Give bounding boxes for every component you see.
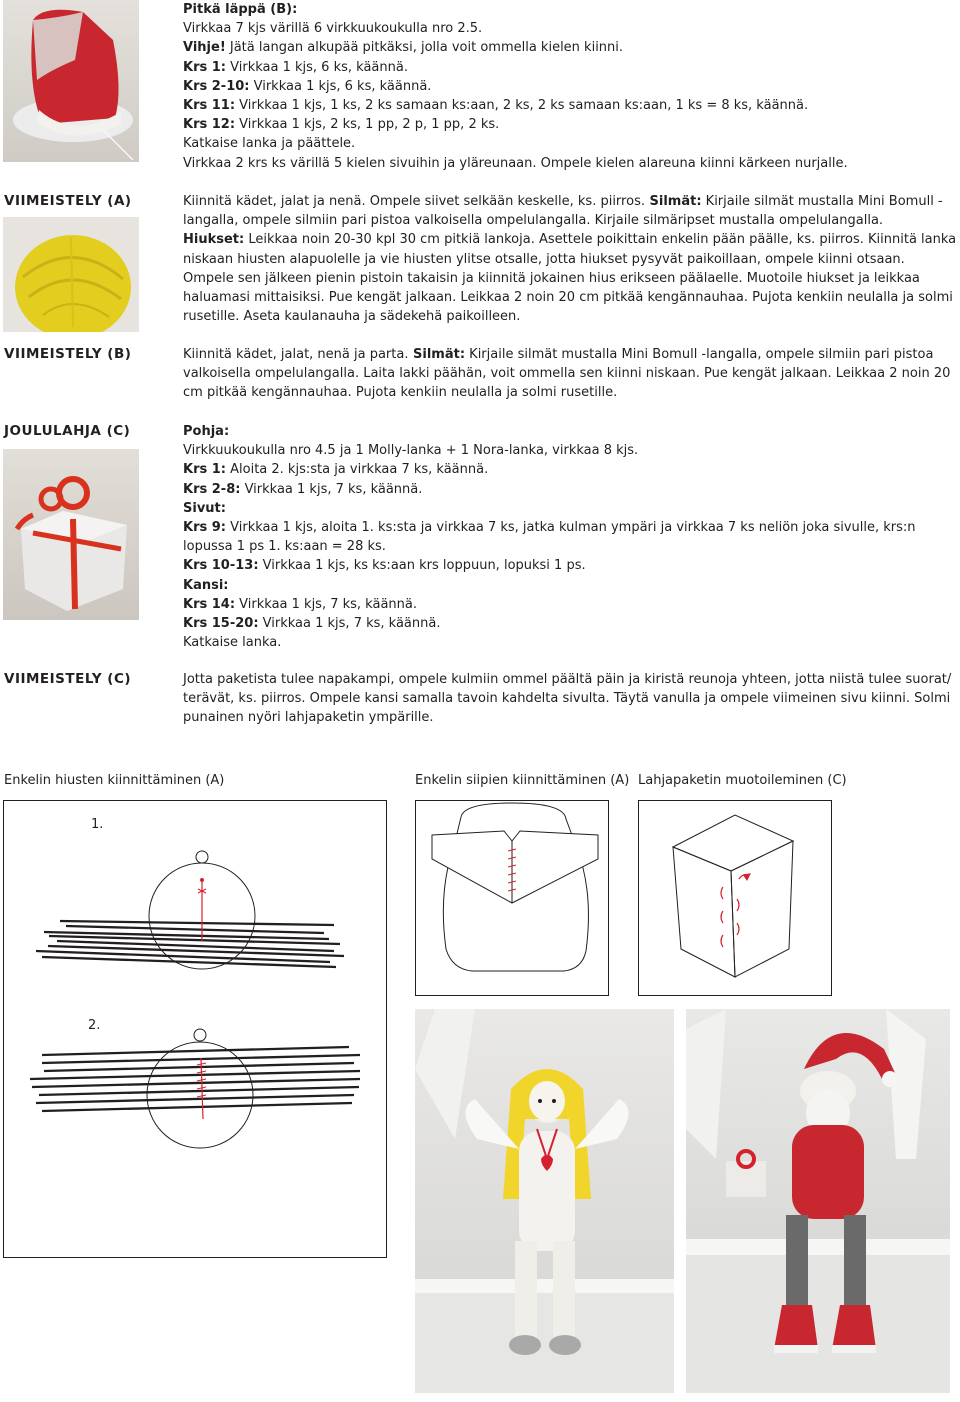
caption-box-diagram: Lahjapaketin muotoileminen (C) (638, 773, 847, 788)
instruction-line: Virkkuukoukulla nro 4.5 ja 1 Molly-lanka + 1 Nora-lanka, virkkaa 8 kjs. (183, 443, 639, 459)
instruction-line: Virkkaa 7 kjs värillä 6 virkkuukoukulla nro 2.5. (183, 21, 483, 37)
hair-diagram-frame (3, 800, 387, 1258)
wings-diagram-frame (415, 800, 609, 996)
heading-joululahja-c: JOULULAHJA (C) (4, 423, 131, 439)
instruction-line: Krs 2-8: Virkkaa 1 kjs, 7 ks, käännä. (183, 481, 423, 497)
photo-angel-hair (3, 217, 139, 332)
photo-crochet-boot (3, 0, 139, 162)
instruction-line: Krs 9: Virkkaa 1 kjs, aloita 1. ks:sta ja virkkaa 7 ks, jatka kulman ympäri ja virkkaa 7 ks neliön joka sivulle, krs:n lopussa 1 ps 1. ks:aan = 28 ks. (183, 520, 916, 555)
instruction-line: Pohja: (183, 424, 230, 439)
photo-crochet-angel (415, 1009, 674, 1393)
wings-diagram-drawing (416, 801, 608, 995)
photo-gift-box (3, 449, 139, 620)
instruction-line: Krs 11: Virkkaa 1 kjs, 1 ks, 2 ks samaan ks:aan, 2 ks, 2 ks samaan ks:aan, 1 ks = 8 ks, käännä. (183, 98, 809, 114)
paragraph-viimeistely-b: Kiinnitä kädet, jalat, nenä ja parta. Silmät: Kirjaile silmät mustalla Mini Bomull -langalla, ompele silmiin pari pistoa valkoisella ompelulangalla. Laita lakki päähän, voit ommella sen kiinni niskaan. Pue kengät jalkaan. Leikkaa 2 noin 20 cm pitkää kengännauhaa. Pujota kenkiin neulalla ja solmi rusetille. (183, 347, 951, 401)
instruction-line: Virkkaa 2 krs ks värillä 5 kielen sivuihin ja yläreunaan. Ompele kielen alareuna kiinni kärkeen nurjalle. (183, 155, 848, 171)
instruction-line: Vihje! Jätä langan alkupää pitkäksi, jolla voit ommella kielen kiinni. (183, 40, 624, 56)
instruction-line: Krs 14: Virkkaa 1 kjs, 7 ks, käännä. (183, 596, 417, 612)
heading-viimeistely-a: VIIMEISTELY (A) (4, 193, 132, 209)
instruction-line: Krs 1: Aloita 2. kjs:sta ja virkkaa 7 ks, käännä. (183, 462, 489, 478)
instruction-line: Krs 2-10: Virkkaa 1 kjs, 6 ks, käännä. (183, 78, 432, 94)
heading-viimeistely-b: VIIMEISTELY (B) (4, 346, 132, 362)
caption-hair-diagram: Enkelin hiusten kiinnittäminen (A) (4, 773, 225, 788)
instruction-line: Krs 10-13: Virkkaa 1 kjs, ks ks:aan krs loppuun, lopuksi 1 ps. (183, 558, 586, 574)
step-2-label: 2. (88, 1018, 101, 1033)
section-title: Pitkä läppä (B): (183, 2, 298, 17)
instruction-line: Krs 15-20: Virkkaa 1 kjs, 7 ks, käännä. (183, 616, 441, 632)
section-pitka-lappa (183, 0, 958, 173)
instruction-line: Krs 12: Virkkaa 1 kjs, 2 ks, 1 pp, 2 p, 1 pp, 2 ks. (183, 117, 500, 133)
section-joululahja (183, 422, 958, 652)
photo-crochet-santa (686, 1009, 950, 1393)
box-diagram-frame (638, 800, 832, 996)
step-1-label: 1. (91, 817, 104, 832)
box-diagram-drawing (639, 801, 831, 995)
instruction-line: Krs 1: Virkkaa 1 kjs, 6 ks, käännä. (183, 59, 408, 75)
instruction-line: Katkaise lanka. (183, 635, 282, 651)
heading-viimeistely-c: VIIMEISTELY (C) (4, 671, 132, 687)
paragraph-viimeistely-c: Jotta paketista tulee napakampi, ompele kulmiin ommel päältä päin ja kiristä reunoja yhteen, jotta niistä tulee suorat/ terävät, ks. piirros. Ompele kansi samalla tavoin kahdelta sivulta. Täytä vanulla ja ompele viimeinen sivu kiinni. Solmi punainen nyöri lahjapaketin ympärille. (183, 672, 952, 726)
paragraph-viimeistely-a: Kiinnitä kädet, jalat ja nenä. Ompele siivet selkään keskelle, ks. piirros. Silmät: Kirjaile silmät mustalla Mini Bomull -langalla, ompele silmiin pari pistoa valkoisella ompelulangalla. Kirjaile silmäripset mustalla ompelulangalla. Hiukset: Leikkaa noin 20-30 kpl 30 cm pitkiä lankoja. Asettele poikittain enkelin pään päälle, ks. piirros. Kiinnitä lanka niskaan hiusten alapuolelle ja vie hiusten ylitse otsalle, jotta hiukset pysyvät paikoillaan, ompele kiinni otsaan. Ompele sen jälkeen pienin pistoin takaisin ja kiinnitä jokainen hius erikseen päälaelle. Muotoile hiukset ja leikkaa haluamasi mittaisiksi. Pue kengät jalkaan. Leikkaa 2 noin 20 cm pitkää kengännauhaa. Pujota kenkiin neulalla ja solmi rusetille. Aseta kaulanauha ja sädekehä paikoilleen. (183, 194, 957, 325)
instruction-line: Kansi: (183, 577, 229, 593)
instruction-line: Katkaise lanka ja päättele. (183, 136, 356, 152)
caption-wings-diagram: Enkelin siipien kiinnittäminen (A) (415, 773, 630, 788)
instruction-line: Sivut: (183, 500, 226, 516)
hair-diagram-drawing (4, 801, 386, 1257)
